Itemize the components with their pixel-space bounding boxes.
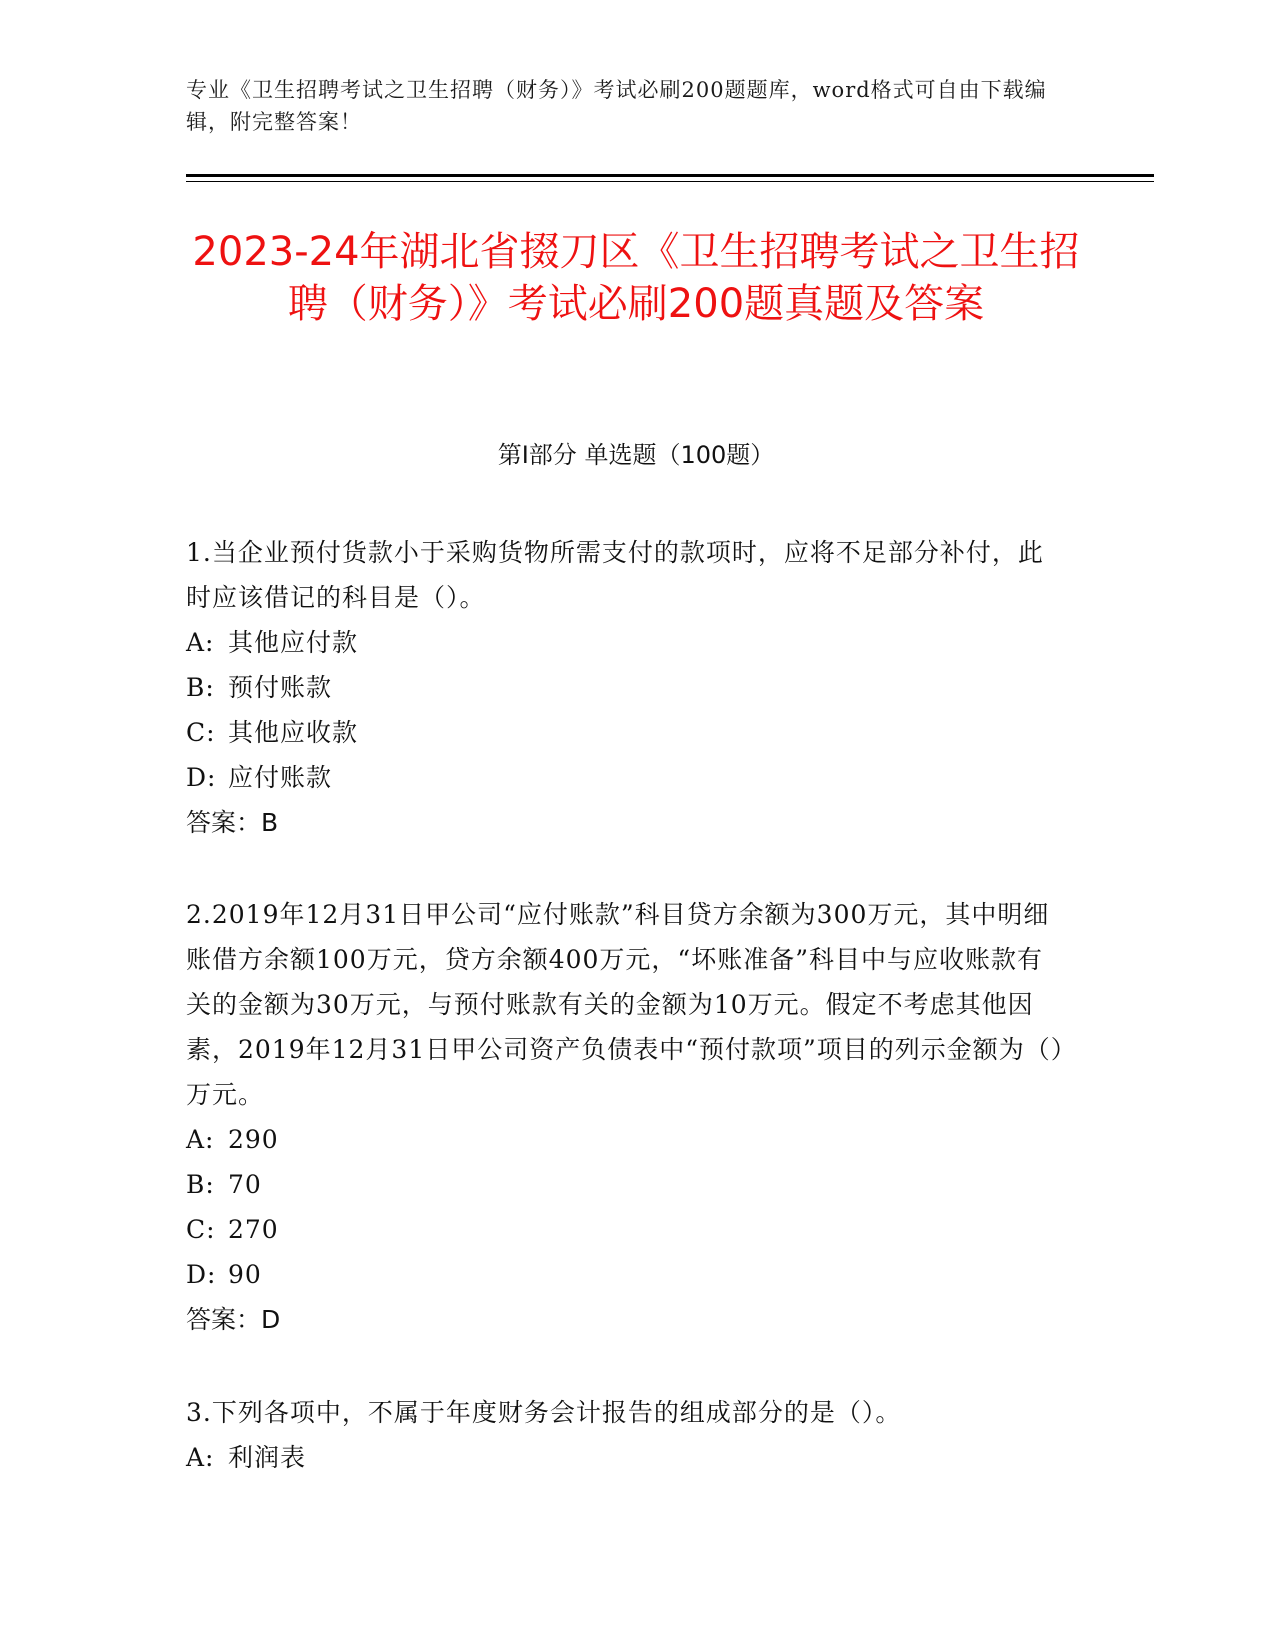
question-2 (186, 892, 1066, 1342)
answer-line: 答案：D (186, 1305, 281, 1334)
option-text: 应付账款 (228, 763, 333, 792)
option-text: 其他应付款 (228, 628, 359, 657)
header-note: 专业《卫生招聘考试之卫生招聘（财务）》考试必刷200题题库，word格式可自由下载编辑，附完整答案！ (186, 78, 1047, 134)
option-key: D: (186, 1260, 217, 1289)
question-1 (186, 530, 1066, 845)
option-text: 90 (228, 1260, 262, 1289)
option-d (186, 755, 1066, 800)
question-3 (186, 1390, 1066, 1480)
question-stem: 1.当企业预付货款小于采购货物所需支付的款项时，应将不足部分补付，此时应该借记的科目是（）。 (186, 538, 1044, 612)
option-c (186, 710, 1066, 755)
option-key: D: (186, 763, 217, 792)
option-key: C: (186, 718, 216, 747)
option-b (186, 665, 1066, 710)
option-key: A: (186, 1443, 215, 1472)
header-divider-thin (186, 181, 1154, 182)
option-a (186, 1117, 1066, 1162)
option-text: 利润表 (228, 1443, 307, 1472)
option-key: C: (186, 1215, 216, 1244)
answer-line: 答案：B (186, 808, 279, 837)
option-b (186, 1162, 1066, 1207)
question-stem: 2.2019年12月31日甲公司“应付账款”科目贷方余额为300万元，其中明细账借方余额100万元，贷方余额400万元，“坏账准备”科目中与应收账款有关的金额为30万元，与预付账款有关的金额为10万元。假定不考虑其他因素，2019年12月31日甲公司资产负债表中“预付款项”项目的列示金额为（）万元。 (186, 900, 1065, 1109)
option-text: 其他应收款 (228, 718, 359, 747)
option-key: B: (186, 673, 215, 702)
header-divider-thick (186, 174, 1154, 177)
document-title: 2023-24年湖北省掇刀区《卫生招聘考试之卫生招聘（财务）》考试必刷200题真题及答案 (192, 229, 1080, 327)
option-key: B: (186, 1170, 215, 1199)
section-heading: 第I部分 单选题（100题） (497, 441, 775, 469)
option-text: 预付账款 (228, 673, 333, 702)
option-c (186, 1207, 1066, 1252)
option-a (186, 620, 1066, 665)
option-a (186, 1435, 1066, 1480)
option-key: A: (186, 628, 215, 657)
question-stem: 3.下列各项中，不属于年度财务会计报告的组成部分的是（）。 (186, 1398, 902, 1427)
option-d (186, 1252, 1066, 1297)
option-text: 290 (228, 1125, 279, 1154)
option-text: 270 (228, 1215, 279, 1244)
option-key: A: (186, 1125, 215, 1154)
option-text: 70 (228, 1170, 262, 1199)
